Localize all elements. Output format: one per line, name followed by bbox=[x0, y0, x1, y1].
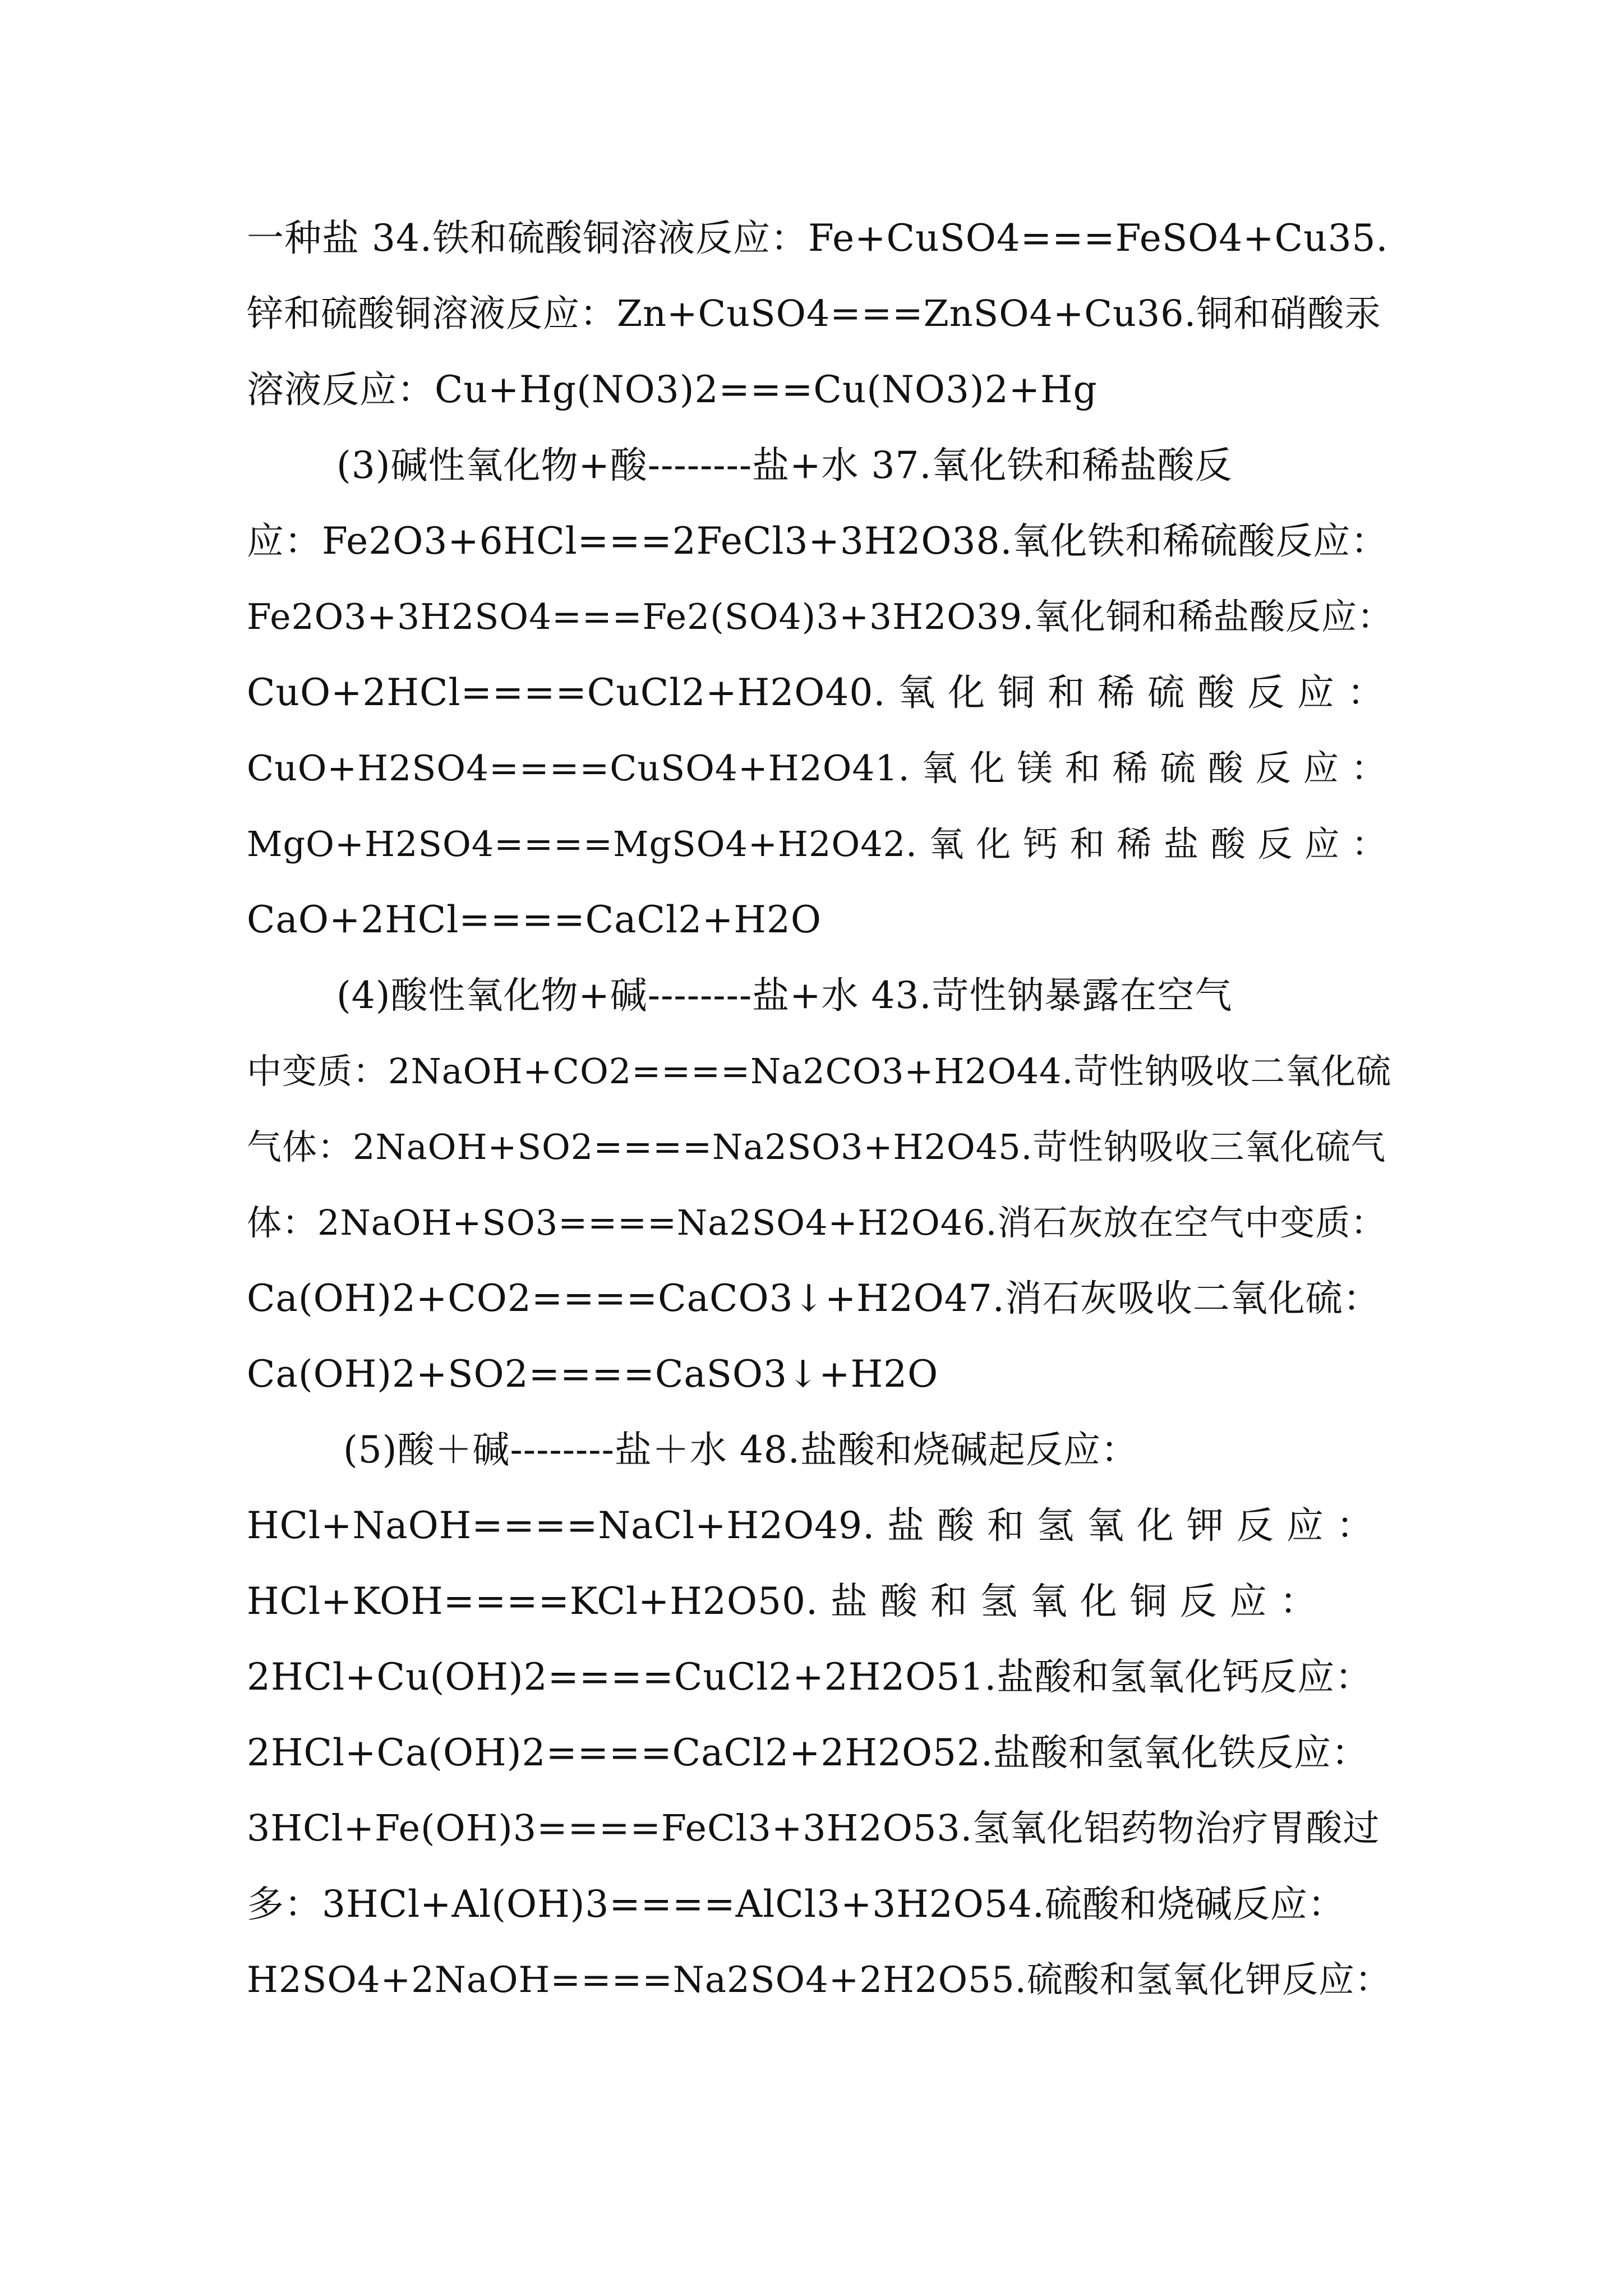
text-line: 多：3HCl+Al(OH)3====AlCl3+3H2O54.硫酸和烧碱反应： bbox=[247, 1883, 1345, 1926]
text-line: 2HCl+Ca(OH)2====CaCl2+2H2O52.盐酸和氢氧化铁反应： bbox=[247, 1731, 1370, 1774]
text-line: H2SO4+2NaOH====Na2SO4+2H2O55.硫酸和氢氧化钾反应： bbox=[247, 1959, 1391, 2001]
paragraph-heading-3: (3)碱性氧化物+酸--------盐+水 37.氧化铁和稀盐酸反 bbox=[336, 444, 1233, 487]
text-line: Ca(OH)2+SO2====CaSO3↓+H2O bbox=[247, 1352, 939, 1396]
text-line: 气体：2NaOH+SO2====Na2SO3+H2O45.苛性钠吸收三氧化硫气 bbox=[247, 1126, 1386, 1167]
text-line: HCl+KOH====KCl+H2O50. 盐 酸 和 氢 氧 化 铜 反 应 ： bbox=[247, 1580, 1317, 1623]
text-line: 锌和硫酸铜溶液反应：Zn+CuSO4===ZnSO4+Cu36.铜和硝酸汞 bbox=[247, 293, 1382, 335]
paragraph-heading-4: (4)酸性氧化物+碱--------盐+水 43.苛性钠暴露在空气 bbox=[336, 974, 1233, 1017]
text-line: 体：2NaOH+SO3====Na2SO4+H2O46.消石灰放在空气中变质： bbox=[247, 1202, 1386, 1243]
paragraph-heading-5: (5)酸＋碱--------盐＋水 48.盐酸和烧碱起反应： bbox=[343, 1428, 1138, 1471]
text-line: CuO+H2SO4====CuSO4+H2O41. 氧 化 镁 和 稀 硫 酸 反 应 ： bbox=[247, 748, 1387, 789]
text-line: 2HCl+Cu(OH)2====CuCl2+2H2O51.盐酸和氢氧化钙反应： bbox=[247, 1655, 1373, 1699]
text-line: CuO+2HCl====CuCl2+H2O40. 氧 化 铜 和 稀 硫 酸 反 应 ： bbox=[247, 671, 1385, 714]
text-line: HCl+NaOH====NaCl+H2O49. 盐 酸 和 氢 氧 化 钾 反 应 ： bbox=[247, 1504, 1374, 1547]
text-line: Fe2O3+3H2SO4===Fe2(SO4)3+3H2O39.氧化铜和稀盐酸反应： bbox=[247, 596, 1394, 637]
text-line: 一种盐 34.铁和硫酸铜溶液反应：Fe+CuSO4===FeSO4+Cu35. bbox=[247, 217, 1389, 260]
text-line: 溶液反应：Cu+Hg(NO3)2===Cu(NO3)2+Hg bbox=[247, 368, 1098, 411]
text-line: MgO+H2SO4====MgSO4+H2O42. 氧 化 钙 和 稀 盐 酸 反 应 ： bbox=[247, 823, 1387, 864]
text-line: 3HCl+Fe(OH)3====FeCl3+3H2O53.氢氧化铝药物治疗胃酸过 bbox=[247, 1807, 1380, 1849]
text-line: 应：Fe2O3+6HCl===2FeCl3+3H2O38.氧化铁和稀硫酸反应： bbox=[247, 519, 1389, 563]
text-line: CaO+2HCl====CaCl2+H2O bbox=[247, 898, 822, 941]
text-line: Ca(OH)2+CO2====CaCO3↓+H2O47.消石灰吸收二氧化硫： bbox=[247, 1277, 1381, 1320]
text-line: 中变质：2NaOH+CO2====Na2CO3+H2O44.苛性钠吸收二氧化硫 bbox=[247, 1051, 1392, 1092]
